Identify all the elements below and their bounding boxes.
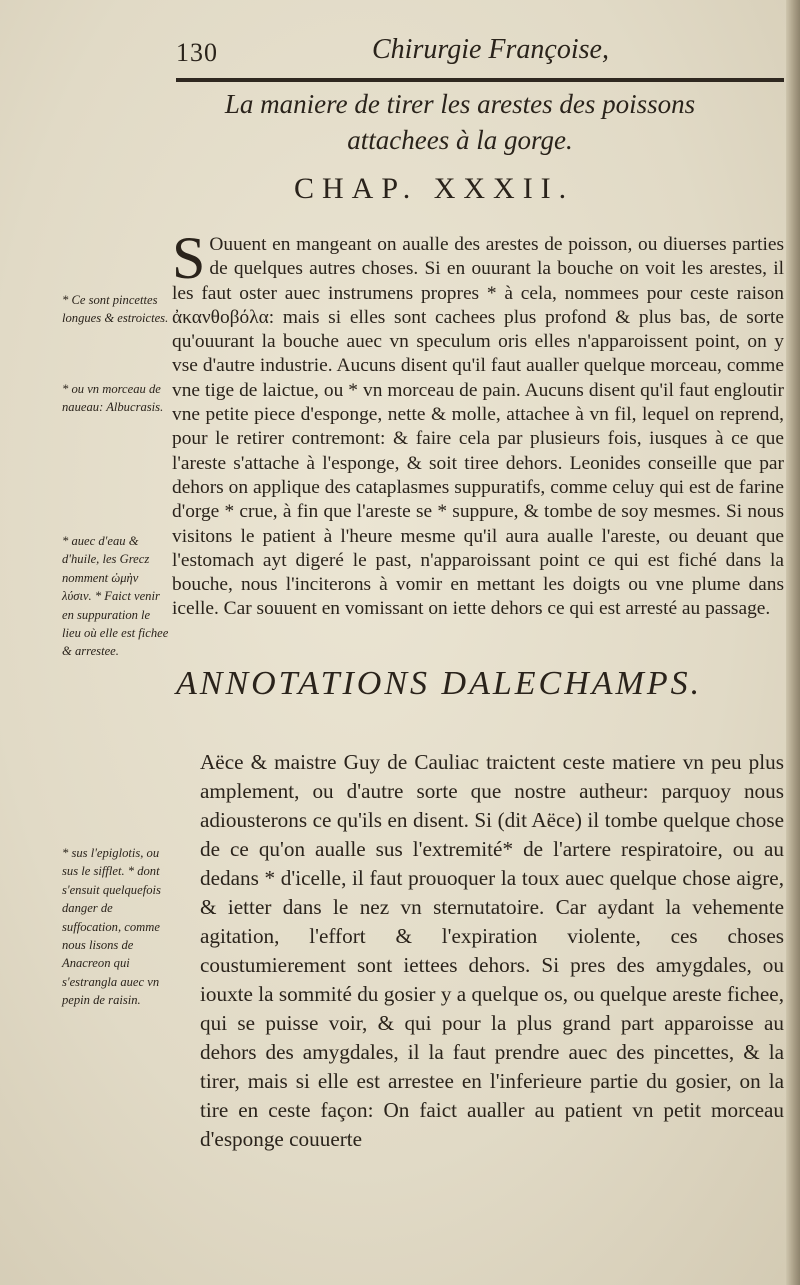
annotations-body: Aëce & maistre Guy de Cauliac traictent ceste matiere vn peu plus amplement, ou d'autre sorte que nostre autheur: parquoy nous adiousterons ce qu'ils en disent. Si (dit Aëce) il tombe quelque chose de ce qu'on aualle sus l'extremité* de l'artere respiratoire, ou au dedans * d'icelle, il faut prouoquer la toux auec quelque chose aigre, & ietter dans le nez vn sternutatoire. Car aydant la vehemente agitation, l'effort & l'expiration violente, ces choses coustumierement sont iettees dehors. Si pres des amygdales, ou iouxte la sommité du gosier y a quelque os, ou quelque areste fichee, qui se puisse voir, & qui pour la plus grand part apparoisse au dehors des amygdales, il la faut prendre auec des pincettes, & la tirer, mais si elle est arrestee en l'inferieure partie du gosier, on la tire en ceste façon: On faict aualler au patient vn petit morceau d'esponge couuerte bbox=[200, 750, 784, 1151]
chapter-heading: CHAP. XXXII. bbox=[294, 172, 575, 205]
running-title: Chirurgie Françoise, bbox=[372, 34, 609, 65]
section-title-line2: attachees à la gorge. bbox=[347, 125, 573, 155]
margin-note: * auec d'eau & d'huile, les Grecz nomment ὠμὴν λύσιν. * Faict venir en suppuration le lieu où elle est fichee & arrestee. bbox=[62, 534, 169, 659]
section-title bbox=[200, 86, 720, 158]
annotations-title: ANNOTATIONS DALECHAMPS. bbox=[176, 665, 703, 702]
page-gutter-edge bbox=[786, 0, 800, 1285]
margin-note: * ou vn morceau de naueau: Albucrasis. bbox=[62, 382, 164, 415]
main-text bbox=[172, 225, 784, 622]
section-title-line1: La maniere de tirer les arestes des poissons bbox=[224, 89, 696, 119]
margin-note: * sus l'epiglotis, ou sus le sifflet. * dont s'ensuit quelquefois danger de suffocation, comme nous lisons de Anacreon qui s'estrangla auec vn pepin de raisin. bbox=[62, 846, 161, 1008]
annotations-text bbox=[172, 748, 784, 1154]
header-rule bbox=[176, 78, 784, 82]
page-header bbox=[176, 30, 786, 80]
page-number: 130 bbox=[176, 38, 218, 67]
margin-note: * Ce sont pincettes longues & estroictes. bbox=[62, 293, 169, 326]
main-text-body: Ouuent en mangeant on aualle des arestes de poisson, ou diuerses parties de quelques autres choses. Si en ouurant la bouche on voit les arestes, il les faut oster auec instrumens propres * à cela, nommees pour ceste raison ἀκανθοβόλα: mais si elles sont cachees plus profond & plus bas, de sorte qu'ouurant la bouche auec vn speculum oris elles n'apparoissent point, on y vse d'autre industrie. Aucuns disent qu'il faut aualler quelque morceau, comme vne tige de laictue, ou * vn morceau de pain. Aucuns disent qu'il faut engloutir vne petite piece d'esponge, nette & molle, attachee à vn fil, lequel on reprend, pour le retirer contremont: & faire cela par plusieurs fois, iusques à ce que l'areste s'attache à l'esponge, & soit tiree dehors. Leonides conseille que par dehors on applique des cataplasmes suppuratifs, comme celuy qui est de farine d'orge * crue, à fin que l'areste se * suppure, & tombe de soy mesmes. Si nous visitons le patient à l'heure mesme qu'il aura aualle l'areste, ou deuant que l'estomach ayt digeré le past, n'apparoissant point ce qui est fiché dans la bouche, nous l'inciterons à vomir en mettant les doigts ou vne plume dans icelle. Car souuent en vomissant on iette dehors ce qui est arresté au passage. bbox=[172, 234, 784, 620]
drop-cap: S bbox=[172, 225, 206, 291]
